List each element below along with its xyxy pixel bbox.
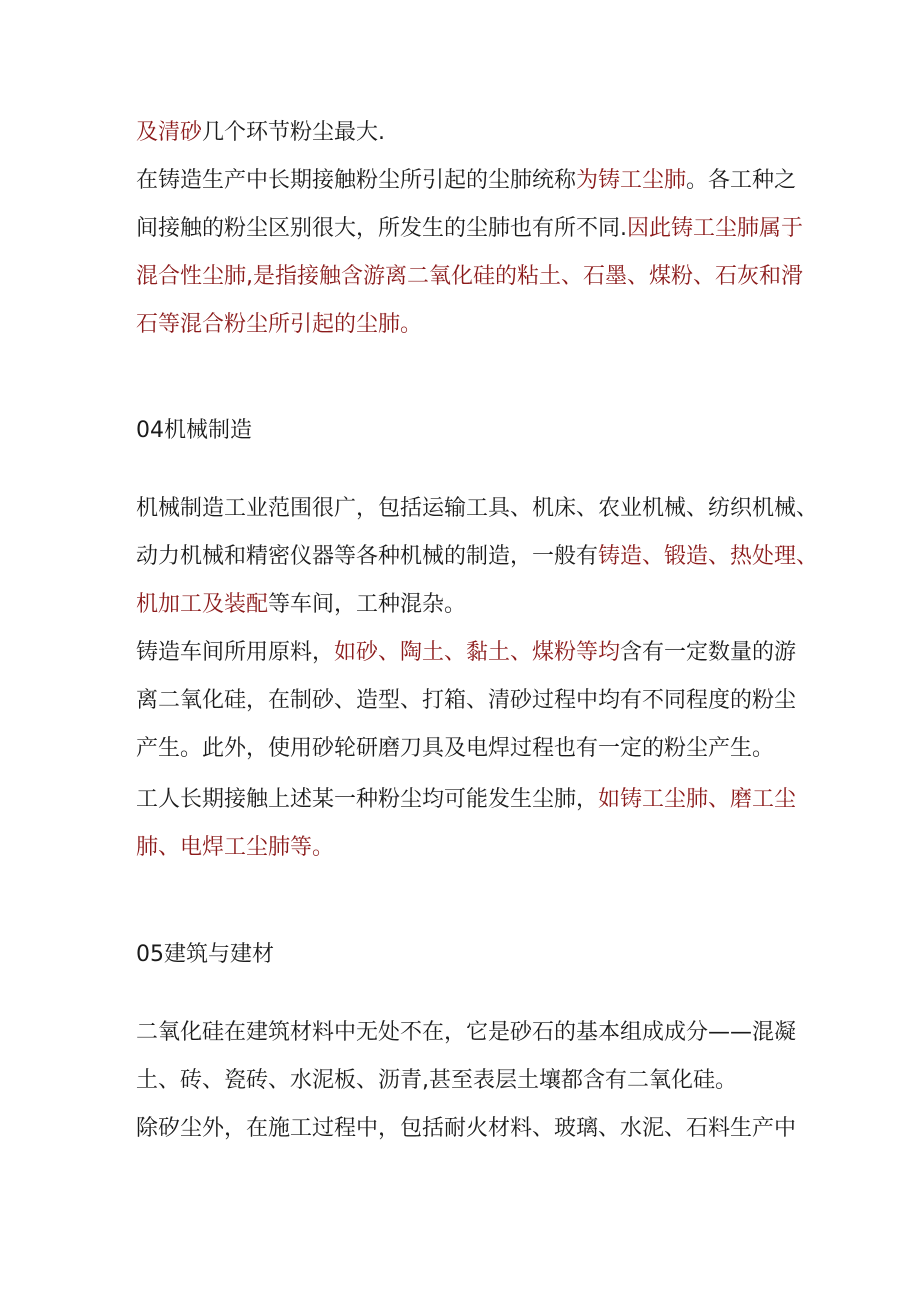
paragraph-line [136, 214, 803, 244]
paragraph-line [136, 686, 796, 716]
paragraph-line [136, 494, 818, 524]
paragraph-line [136, 590, 466, 620]
body-text: 土、砖、瓷砖、水泥板、沥青,甚至表层土壤都含有二氧化硅。 [136, 1068, 737, 1093]
highlighted-text: 铸造、锻造、热处理、 [598, 544, 819, 569]
section-heading-04 [136, 416, 252, 446]
paragraph-line [136, 542, 818, 572]
paragraph-line [136, 638, 796, 668]
paragraph-line [136, 833, 334, 863]
highlighted-text: 及清砂 [136, 120, 203, 145]
body-text: 间接触的粉尘区别很大，所发生的尘肺也有所不同. [136, 216, 627, 241]
body-text: 在铸造生产中长期接触粉尘所引起的尘肺统称 [136, 168, 577, 193]
paragraph-line [136, 262, 803, 292]
paragraph-line [136, 1066, 737, 1096]
body-text: 等车间，工种混杂。 [268, 592, 467, 617]
body-text: 除矽尘外，在施工过程中，包括耐火材料、玻璃、水泥、石料生产中 [136, 1116, 797, 1141]
paragraph-line [136, 1114, 796, 1144]
body-text: 离二氧化硅，在制砂、造型、打箱、清砂过程中均有不同程度的粉尘 [136, 688, 797, 713]
body-text: 05建筑与建材 [136, 942, 274, 967]
body-text: 几个环节粉尘最大. [202, 120, 386, 145]
highlighted-text: 因此铸工尘肺属于 [627, 216, 804, 241]
body-text: 04机械制造 [136, 418, 252, 443]
paragraph-line [136, 118, 385, 148]
highlighted-text: 机加工及装配 [136, 592, 269, 617]
body-text: 动力机械和精密仪器等各种机械的制造，一般有 [136, 544, 599, 569]
highlighted-text: 如铸工尘肺、磨工尘 [598, 787, 797, 812]
paragraph-line [136, 1018, 796, 1048]
paragraph-line [136, 166, 796, 196]
paragraph-line [136, 785, 796, 815]
body-text: 产生。此外，使用砂轮研磨刀具及电焊过程也有一定的粉尘产生。 [136, 736, 775, 761]
paragraph-line [136, 734, 774, 764]
highlighted-text: 混合性尘肺,是指接触含游离二氧化硅的粘土、石墨、煤粉、石灰和滑 [136, 264, 803, 289]
highlighted-text: 为铸工尘肺 [576, 168, 687, 193]
body-text: 工人长期接触上述某一种粉尘均可能发生尘肺， [136, 787, 599, 812]
body-text: 二氧化硅在建筑材料中无处不在，它是砂石的基本组成成分——混凝 [136, 1020, 797, 1045]
highlighted-text: 肺、电焊工尘肺等。 [136, 835, 335, 860]
body-text: 含有一定数量的游 [620, 640, 797, 665]
section-heading-05 [136, 940, 274, 970]
paragraph-line [136, 310, 422, 340]
highlighted-text: 如砂、陶土、黏土、煤粉等均 [334, 640, 621, 665]
highlighted-text: 石等混合粉尘所引起的尘肺。 [136, 312, 423, 337]
body-text: 铸造车间所用原料， [136, 640, 335, 665]
body-text: 机械制造工业范围很广，包括运输工具、机床、农业机械、纺织机械、 [136, 496, 819, 521]
body-text: 。各工种之 [686, 168, 797, 193]
